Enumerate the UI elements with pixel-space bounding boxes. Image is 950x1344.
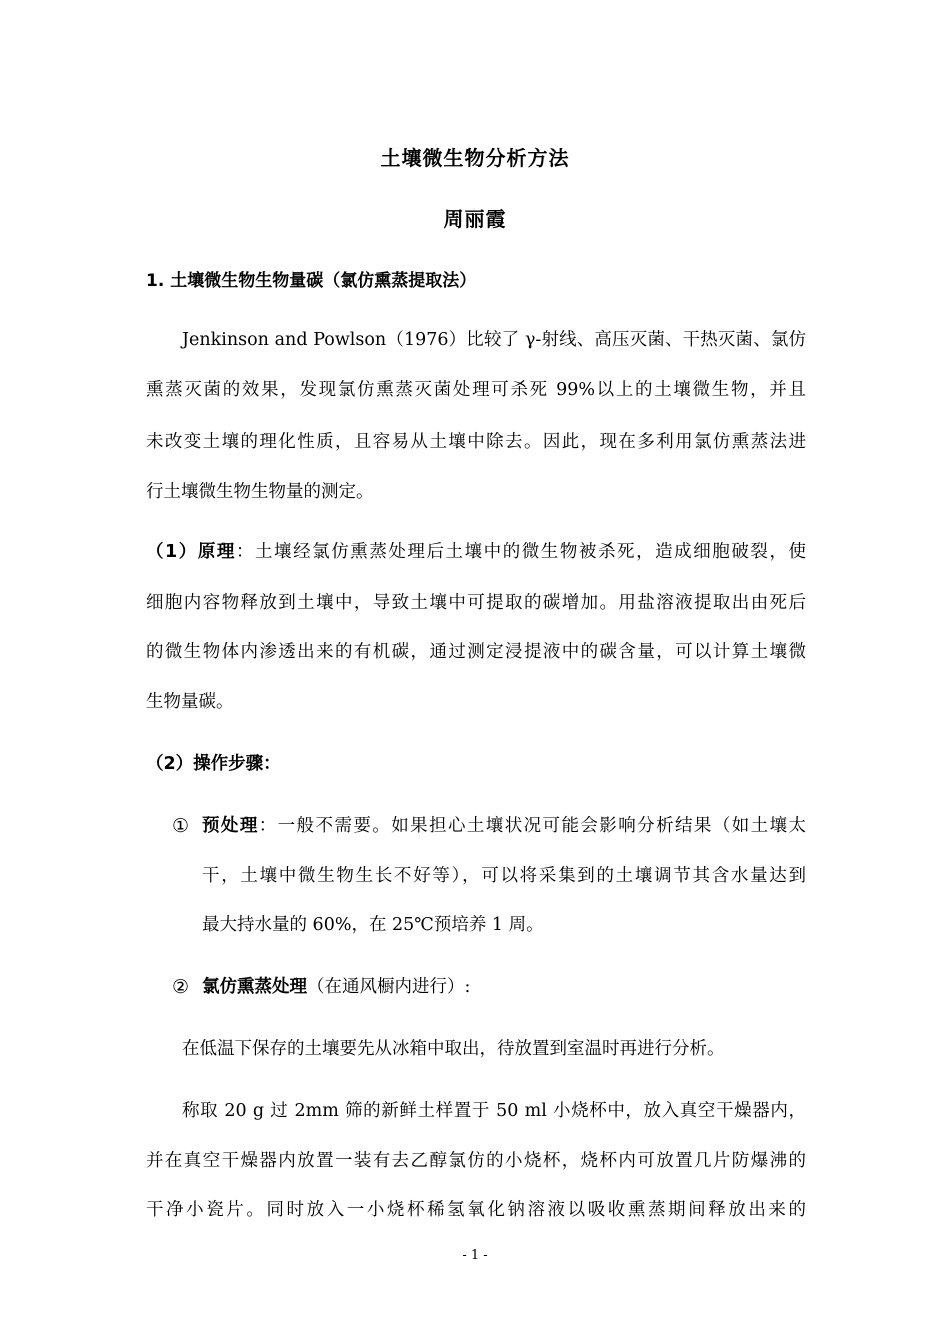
step2-paragraph-2-line-2: 并在真空干燥器内放置一装有去乙醇氯仿的小烧杯，烧杯内可放置几片防爆沸的 [146,1151,806,1171]
steps-heading: （2）操作步骤： [146,754,281,774]
step2-text: （在通风橱内进行）: [307,977,471,997]
step1-label: 预处理 [202,816,259,836]
step2-line-1 [202,975,470,999]
step1-line-2: 干，土壤中微生物生长不好等），可以将采集到的土壤调节其含水量达到 [202,866,806,886]
document-author: 周丽霞 [443,207,507,231]
step2-label: 氯仿熏蒸处理 [202,977,307,997]
step2-paragraph-1: 在低温下保存的土壤要先从冰箱中取出，待放置到室温时再进行分析。 [182,1039,725,1059]
step1-line-1 [202,814,806,838]
step2-marker: ② [172,976,190,998]
step2-paragraph-2-line-3: 干净小瓷片。同时放入一小烧杯稀氢氧化钠溶液以吸收熏蒸期间释放出来的 [146,1200,806,1220]
principle-line-2: 细胞内容物释放到土壤中，导致土壤中可提取的碳增加。用盐溶液提取出由死后 [146,593,806,613]
page-number: - 1 - [462,1248,488,1263]
principle-line-1 [146,540,806,564]
principle-line-4: 生物量碳。 [146,692,234,712]
section-heading: 1. 土壤微生物生物量碳（氯仿熏蒸提取法） [146,271,477,291]
intro-line-4: 行土壤微生物生物量的测定。 [146,482,374,502]
intro-line-3: 未改变土壤的理化性质，且容易从土壤中除去。因此，现在多利用氯仿熏蒸法进 [146,432,806,452]
principle-text: ：土壤经氯仿熏蒸处理后土壤中的微生物被杀死，造成细胞破裂，使 [235,542,806,562]
principle-label: （1）原理 [146,542,236,562]
step1-marker: ① [172,815,190,837]
document-title: 土壤微生物分析方法 [380,146,570,170]
intro-line-1: Jenkinson and Powlson（1976）比较了 γ-射线、高压灭菌、干热灭菌、氯仿 [182,330,806,350]
step1-text: ：一般不需要。如果担心土壤状况可能会影响分析结果（如土壤太 [258,816,807,836]
principle-line-3: 的微生物体内渗透出来的有机碳，通过测定浸提液中的碳含量，可以计算土壤微 [146,642,806,662]
step2-paragraph-2-line-1: 称取 20 g 过 2mm 筛的新鲜土样置于 50 ml 小烧杯中，放入真空干燥器内， [182,1101,806,1121]
step1-line-3: 最大持水量的 60%，在 25℃预培养 1 周。 [202,915,544,935]
intro-line-2: 熏蒸灭菌的效果，发现氯仿熏蒸灭菌处理可杀死 99%以上的土壤微生物，并且 [146,380,806,400]
